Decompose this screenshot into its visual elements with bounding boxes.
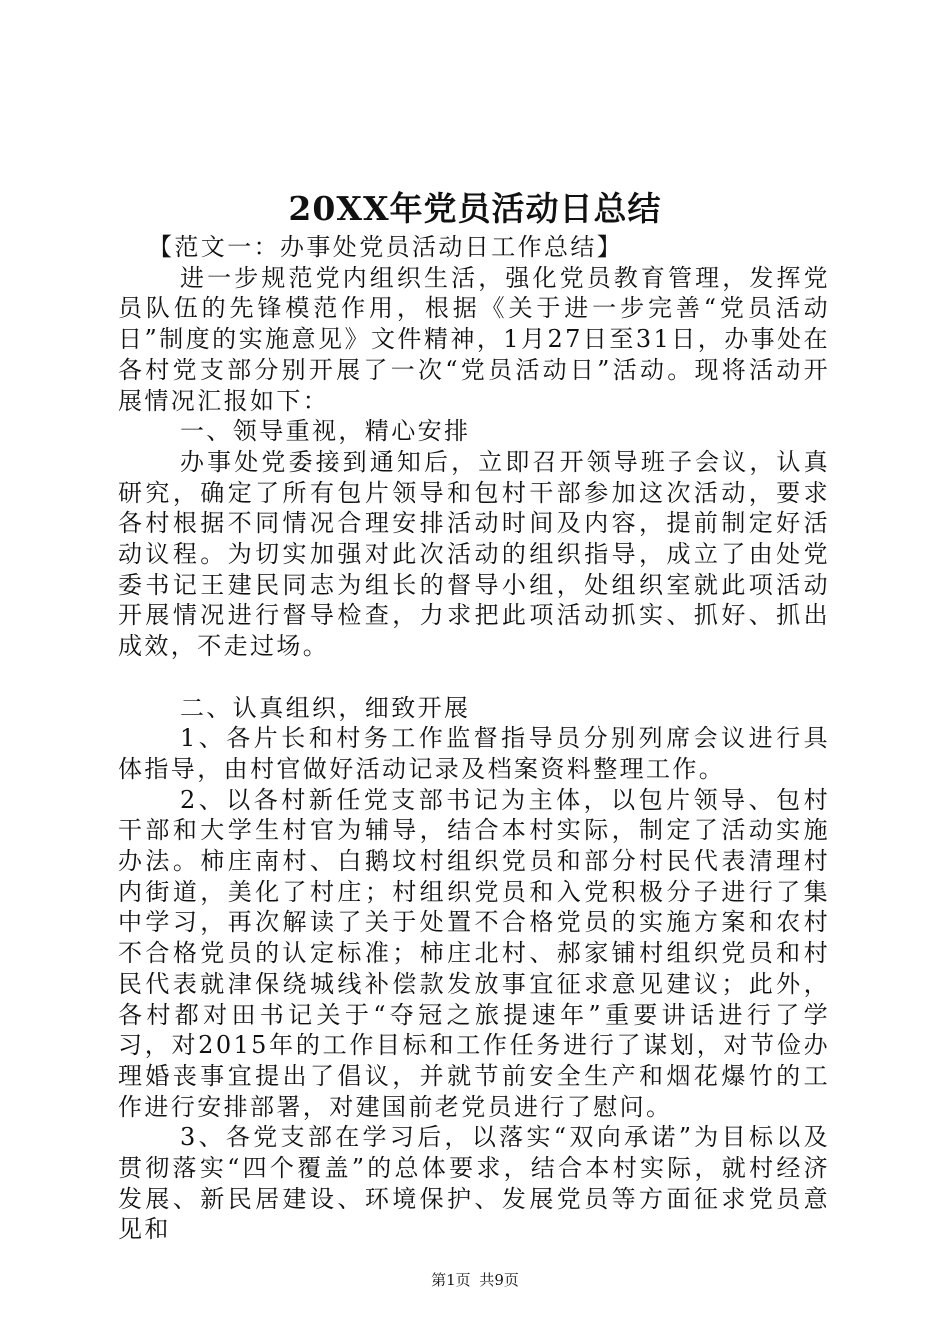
section-heading-one: 一、领导重视，精心安排 xyxy=(180,417,471,446)
paragraph-leadership: 办事处党委接到通知后，立即召开领导班子会议，认真研究，确定了所有包片领导和包村干部参加这次活动，要求各村根据不同情况合理安排活动时间及内容，提前制定好活动议程。为切实加强对此次活动的组织指导，成立了由处党委书记王建民同志为组长的督导小组，处组织室就此项活动开展情况进行督导检查，力求把此项活动抓实、抓好、抓出成效，不走过场。 xyxy=(118,447,830,661)
page-footer xyxy=(0,1270,950,1290)
section-heading-sample-one: 【范文一：办事处党员活动日工作总结】 xyxy=(148,233,624,261)
paragraph-gap xyxy=(118,662,830,693)
paragraph-item-3: 3、各党支部在学习后，以落实“双向承诺”为目标以及贯彻落实“四个覆盖”的总体要求，结合本村实际，就村经济发展、新民居建设、环境保护、发展党员等方面征求党员意见和 xyxy=(118,1123,830,1244)
paragraph-item-2: 2、以各村新任党支部书记为主体，以包片领导、包村干部和大学生村官为辅导，结合本村实际，制定了活动实施办法。柿庄南村、白鹅坟村组织党员和部分村民代表清理村内街道，美化了村庄；村组织党员和入党积极分子进行了集中学习，再次解读了关于处置不合格党员的实施方案和农村不合格党员的认定标准；柿庄北村、郝家铺村组织党员和村民代表就津保绕城线补偿款发放事宜征求意见建议；此外，各村都对田书记关于“夺冠之旅提速年”重要讲话进行了学习，对2015年的工作目标和工作任务进行了谋划，对节俭办理婚丧事宜提出了倡议，并就节前安全生产和烟花爆竹的工作进行安排部署，对建国前老党员进行了慰问。 xyxy=(118,785,830,1121)
section-heading-two: 二、认真组织，细致开展 xyxy=(180,693,471,722)
page-number: 第1页 xyxy=(431,1271,471,1289)
document-body xyxy=(118,232,830,1245)
paragraph-intro: 进一步规范党内组织生活，强化党员教育管理，发挥党员队伍的先锋模范作用，根据《关于进一步完善“党员活动日”制度的实施意见》文件精神，1月27日至31日，办事处在各村党支部分别开展了一次“党员活动日”活动。现将活动开展情况汇报如下： xyxy=(118,263,830,415)
page-total: 共9页 xyxy=(479,1271,519,1289)
paragraph-item-1: 1、各片长和村务工作监督指导员分别列席会议进行具体指导，由村官做好活动记录及档案资料整理工作。 xyxy=(118,724,830,783)
document-title: 20XX年党员活动日总结 xyxy=(288,189,662,228)
